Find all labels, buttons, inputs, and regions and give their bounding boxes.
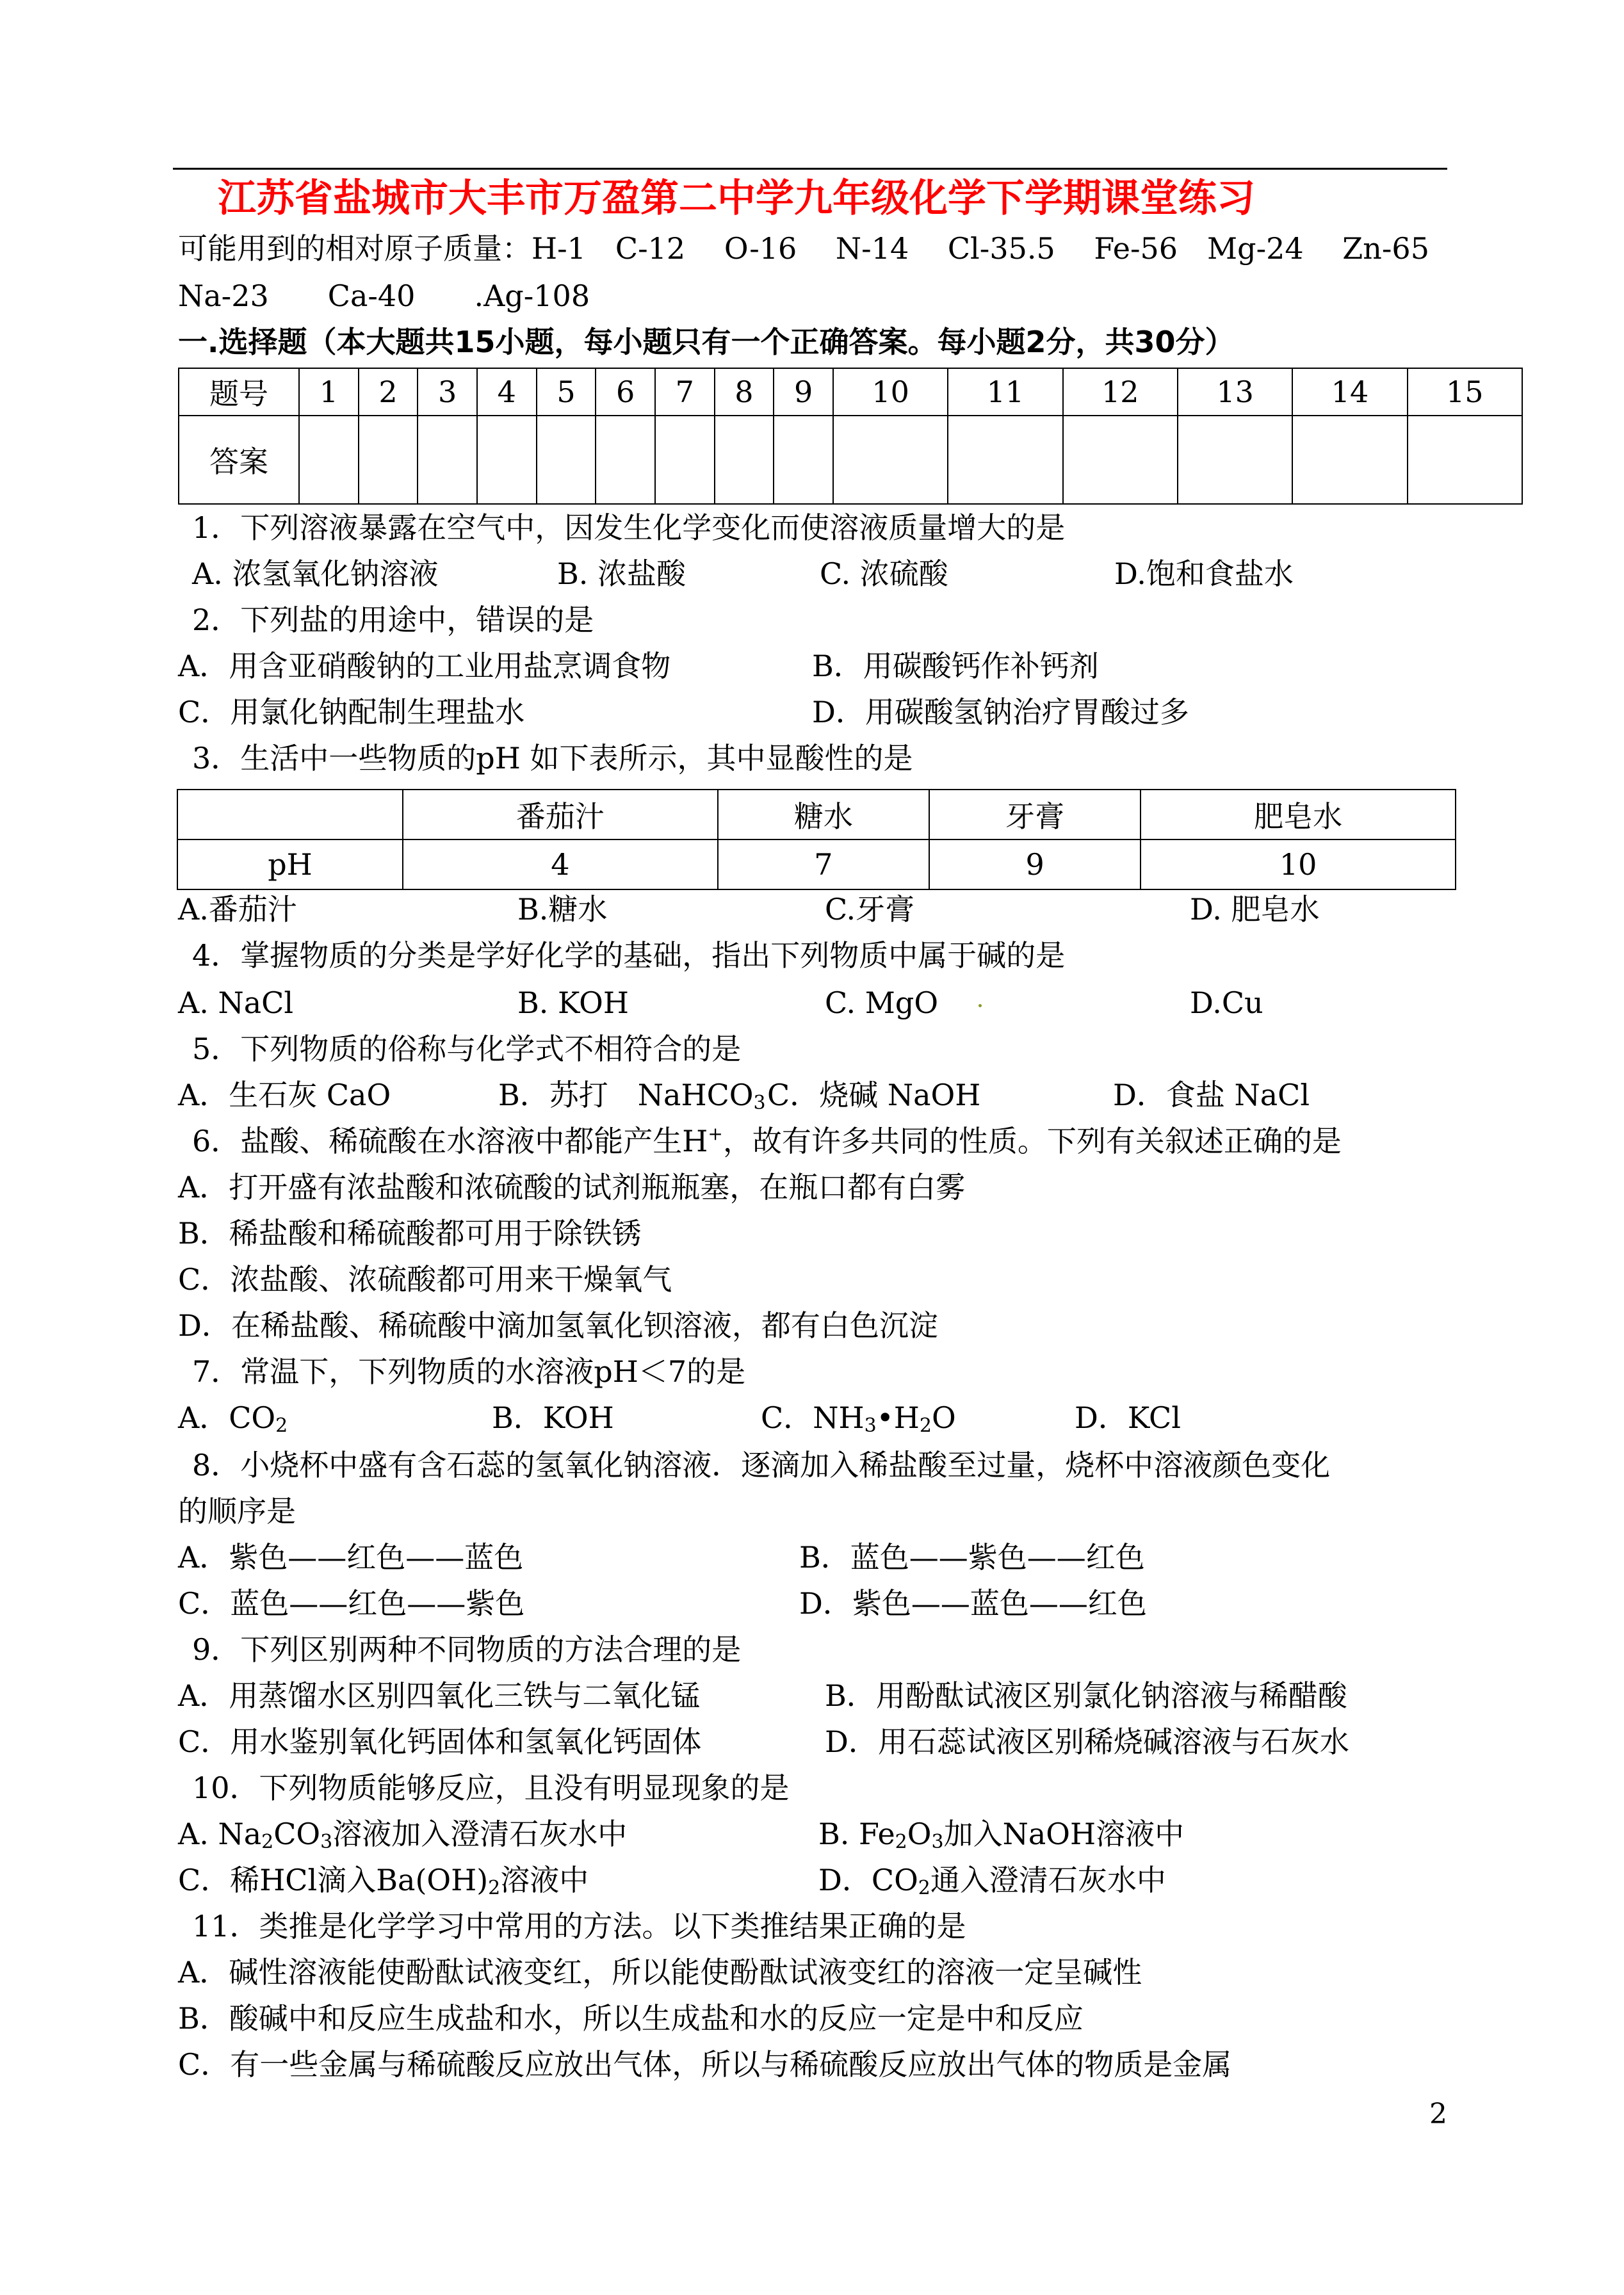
q10-option-d-t2: 通入澄清石灰水中 (930, 1863, 1166, 1897)
stray-dot (978, 984, 1190, 1022)
q4-options (178, 984, 1263, 1022)
q7-option-c-sub2: 2 (919, 1415, 932, 1437)
q2-option-a: A．用含亚硝酸钠的工业用盐烹调食物 (178, 649, 671, 683)
answer-table-answer-label: 答案 (179, 416, 299, 504)
ph-table-header-row (177, 790, 1456, 839)
q7-option-c-text2: •H (876, 1400, 920, 1435)
answer-cell[interactable] (418, 416, 477, 504)
q10-option-a-s2: 3 (320, 1831, 333, 1853)
question-number-cell: 7 (655, 368, 715, 416)
q2-options-row1 (178, 647, 1099, 685)
answer-cell[interactable] (1408, 416, 1522, 504)
q7-option-a-subscript: 2 (275, 1415, 288, 1437)
q10-option-b-s1: 2 (895, 1831, 907, 1853)
ph-table-value-row (177, 839, 1456, 889)
q10-option-b-s2: 3 (931, 1831, 944, 1853)
q10-option-a (178, 1815, 818, 1853)
page-number: 2 (1429, 2098, 1447, 2130)
q2-option-b: B．用碳酸钙作补钙剂 (812, 649, 1099, 683)
q4-option-d: D.Cu (1190, 985, 1263, 1020)
question-number-cell: 11 (948, 368, 1062, 416)
q3-option-a: A.番茄汁 (178, 892, 297, 927)
question-number-cell: 9 (774, 368, 833, 416)
q8-options-row1 (178, 1538, 1145, 1577)
question-number-cell: 15 (1408, 368, 1522, 416)
q11-option-b: B．酸碱中和反应生成盐和水，所以生成盐和水的反应一定是中和反应 (178, 2001, 1084, 2036)
q8-option-a: A．紫色——红色——蓝色 (178, 1540, 524, 1575)
answer-cell[interactable] (948, 416, 1062, 504)
q7-option-c-text3: O (932, 1400, 956, 1435)
q10-option-b-t1: B. Fe (818, 1817, 895, 1851)
q10-option-a-t2: CO (273, 1817, 321, 1851)
q8-options-row2 (178, 1584, 1147, 1623)
question-number-cell: 1 (299, 368, 359, 416)
q5-option-d: D．食盐 NaCl (1113, 1078, 1310, 1112)
q2-option-c: C．用氯化钠配制生理盐水 (178, 695, 525, 729)
q6-option-c: C．浓盐酸、浓硫酸都可用来干燥氧气 (178, 1262, 672, 1297)
atomic-mass-line-2: Na-23 Ca-40 .Ag-108 (178, 279, 590, 313)
q10-option-b-t3: 加入NaOH溶液中 (943, 1817, 1185, 1851)
q4-option-c: C. MgO (825, 985, 939, 1020)
q7-option-c (761, 1399, 1075, 1437)
q1-option-a: A. 浓氢氧化钠溶液 (192, 556, 439, 591)
q5-stem: 5．下列物质的俗称与化学式不相符合的是 (192, 1032, 742, 1066)
q5-option-b (498, 1076, 767, 1114)
q6-stem-post: ，故有许多共同的性质。下列有关叙述正确的是 (722, 1124, 1342, 1158)
q1-options (192, 555, 1294, 593)
answer-cell[interactable] (359, 416, 418, 504)
q6-option-b: B．稀盐酸和稀硫酸都可用于除铁锈 (178, 1216, 642, 1251)
q5-option-b-text: B．苏打 NaHCO (498, 1078, 754, 1112)
q8-option-c: C．蓝色——红色——紫色 (178, 1586, 525, 1621)
q4-option-b: B. KOH (517, 985, 629, 1020)
answer-cell[interactable] (774, 416, 833, 504)
q10-option-a-t1: A. Na (178, 1817, 262, 1851)
q10-option-a-s1: 2 (261, 1831, 274, 1853)
q1-stem: 1．下列溶液暴露在空气中，因发生化学变化而使溶液质量增大的是 (192, 510, 1066, 545)
q9-option-b: B．用酚酞试液区别氯化钠溶液与稀醋酸 (825, 1678, 1347, 1713)
q3-options (178, 890, 1320, 929)
q3-stem: 3．生活中一些物质的pH 如下表所示，其中显酸性的是 (192, 741, 913, 775)
q6-option-a: A．打开盛有浓盐酸和浓硫酸的试剂瓶瓶塞，在瓶口都有白雾 (178, 1170, 966, 1204)
q10-option-c-t1: C．稀HCl滴入Ba(OH) (178, 1863, 489, 1897)
q7-options (178, 1399, 1181, 1437)
ph-table-header: 番茄汁 (403, 790, 718, 839)
q9-option-c: C．用水鉴别氧化钙固体和氢氧化钙固体 (178, 1724, 702, 1759)
question-number-cell: 8 (715, 368, 774, 416)
q6-stem-pre: 6．盐酸、稀硫酸在水溶液中都能产生H (192, 1124, 708, 1158)
ph-table-value: 9 (929, 839, 1141, 889)
q5-options (178, 1076, 1310, 1114)
question-number-cell: 2 (359, 368, 418, 416)
q8-option-b: B．蓝色——紫色——红色 (799, 1540, 1145, 1575)
q1-option-c: C. 浓硫酸 (820, 556, 948, 591)
answer-table (178, 368, 1523, 505)
answer-cell[interactable] (1178, 416, 1292, 504)
ph-table-value: 7 (718, 839, 929, 889)
q10-options-row1 (178, 1815, 1184, 1853)
ph-table-corner (177, 790, 403, 839)
question-number-cell: 3 (418, 368, 477, 416)
q7-option-c-text1: C．NH (761, 1400, 865, 1435)
question-number-cell: 10 (833, 368, 948, 416)
stray-dot-mark (978, 1004, 982, 1007)
question-number-cell: 5 (537, 368, 596, 416)
q10-option-b (818, 1815, 1184, 1853)
answer-cell[interactable] (1063, 416, 1178, 504)
ph-table-header: 糖水 (718, 790, 929, 839)
q7-option-a-text: A．CO (178, 1400, 276, 1435)
q7-option-c-sub1: 3 (864, 1415, 877, 1437)
q3-option-b: B.糖水 (517, 892, 608, 927)
question-number-cell: 14 (1292, 368, 1407, 416)
q5-option-a: A．生石灰 CaO (178, 1078, 391, 1112)
question-number-cell: 12 (1063, 368, 1178, 416)
q5-option-b-subscript: 3 (753, 1092, 766, 1114)
q10-option-d (818, 1861, 1166, 1899)
q8-option-d: D．紫色——蓝色——红色 (799, 1586, 1147, 1621)
answer-cell[interactable] (299, 416, 359, 504)
q10-option-b-t2: O (907, 1817, 932, 1851)
q10-option-c-s1: 2 (488, 1877, 501, 1899)
ph-table-value: 10 (1141, 839, 1456, 889)
q3-option-c: C.牙膏 (825, 892, 915, 927)
q11-option-a: A．碱性溶液能使酚酞试液变红，所以能使酚酞试液变红的溶液一定呈碱性 (178, 1955, 1142, 1990)
q9-option-a: A．用蒸馏水区别四氧化三铁与二氧化锰 (178, 1678, 701, 1713)
q6-option-d: D．在稀盐酸、稀硫酸中滴加氢氧化钡溶液，都有白色沉淀 (178, 1308, 938, 1343)
top-rule (173, 168, 1447, 170)
answer-table-number-label: 题号 (179, 368, 299, 416)
q2-option-d: D．用碳酸氢钠治疗胃酸过多 (812, 695, 1189, 729)
q9-options-row1 (178, 1676, 1347, 1715)
section-heading: 一.选择题（本大题共15小题，每小题只有一个正确答案。每小题2分，共30分） (178, 325, 1235, 359)
q5-option-c: C．烧碱 NaOH (767, 1078, 981, 1112)
q4-stem: 4．掌握物质的分类是学好化学的基础，指出下列物质中属于碱的是 (192, 938, 1066, 973)
answer-table-number-row (179, 368, 1522, 416)
q10-options-row2 (178, 1861, 1166, 1899)
answer-cell[interactable] (537, 416, 596, 504)
answer-cell[interactable] (655, 416, 715, 504)
answer-cell[interactable] (715, 416, 774, 504)
q3-option-d: D. 肥皂水 (1190, 892, 1320, 927)
q8-stem: 8．小烧杯中盛有含石蕊的氢氧化钠溶液．逐滴加入稀盐酸至过量，烧杯中溶液颜色变化 (192, 1448, 1331, 1482)
q11-option-c: C．有一些金属与稀硫酸反应放出气体，所以与稀硫酸反应放出气体的物质是金属 (178, 2047, 1232, 2082)
q10-option-c (178, 1861, 818, 1899)
q6-stem (192, 1122, 1342, 1160)
q9-stem: 9．下列区别两种不同物质的方法合理的是 (192, 1632, 742, 1667)
document-title: 江苏省盐城市大丰市万盈第二中学九年级化学下学期课堂练习 (218, 176, 1255, 221)
ph-table-value: 4 (403, 839, 718, 889)
q4-option-a: A. NaCl (178, 985, 294, 1020)
answer-cell[interactable] (596, 416, 655, 504)
q8-stem-2: 的顺序是 (178, 1494, 296, 1529)
q9-options-row2 (178, 1723, 1349, 1761)
q9-option-d: D．用石蕊试液区别稀烧碱溶液与石灰水 (825, 1724, 1349, 1759)
answer-cell[interactable] (1292, 416, 1407, 504)
answer-cell[interactable] (477, 416, 537, 504)
answer-cell[interactable] (833, 416, 948, 504)
q10-option-d-s1: 2 (918, 1877, 930, 1899)
q10-option-d-t1: D．CO (818, 1863, 918, 1897)
ph-table-row-label: pH (177, 839, 403, 889)
q10-option-a-t3: 溶液加入澄清石灰水中 (332, 1817, 628, 1851)
q6-stem-sup: + (708, 1123, 723, 1144)
question-number-cell: 13 (1178, 368, 1292, 416)
answer-table-answer-row (179, 416, 1522, 504)
ph-table-header: 肥皂水 (1141, 790, 1456, 839)
q7-option-a (178, 1399, 492, 1437)
question-number-cell: 6 (596, 368, 655, 416)
q2-options-row2 (178, 693, 1189, 731)
ph-table-header: 牙膏 (929, 790, 1141, 839)
atomic-mass-line-1: 可能用到的相对原子质量：H-1 C-12 O-16 N-14 Cl-35.5 Fe-56 Mg-24 Zn-65 (178, 231, 1429, 266)
q11-stem: 11．类推是化学学习中常用的方法。以下类推结果正确的是 (192, 1909, 966, 1943)
q7-option-b: B．KOH (492, 1400, 614, 1435)
q1-option-b: B. 浓盐酸 (557, 556, 686, 591)
q7-stem: 7．常温下，下列物质的水溶液pH＜7的是 (192, 1354, 746, 1389)
q10-stem: 10．下列物质能够反应，且没有明显现象的是 (192, 1771, 790, 1805)
q2-stem: 2．下列盐的用途中，错误的是 (192, 603, 594, 637)
q1-option-d: D.饱和食盐水 (1114, 556, 1294, 591)
question-number-cell: 4 (477, 368, 537, 416)
q7-option-d: D．KCl (1075, 1400, 1181, 1435)
ph-table (177, 789, 1456, 890)
q10-option-c-t2: 溶液中 (500, 1863, 589, 1897)
